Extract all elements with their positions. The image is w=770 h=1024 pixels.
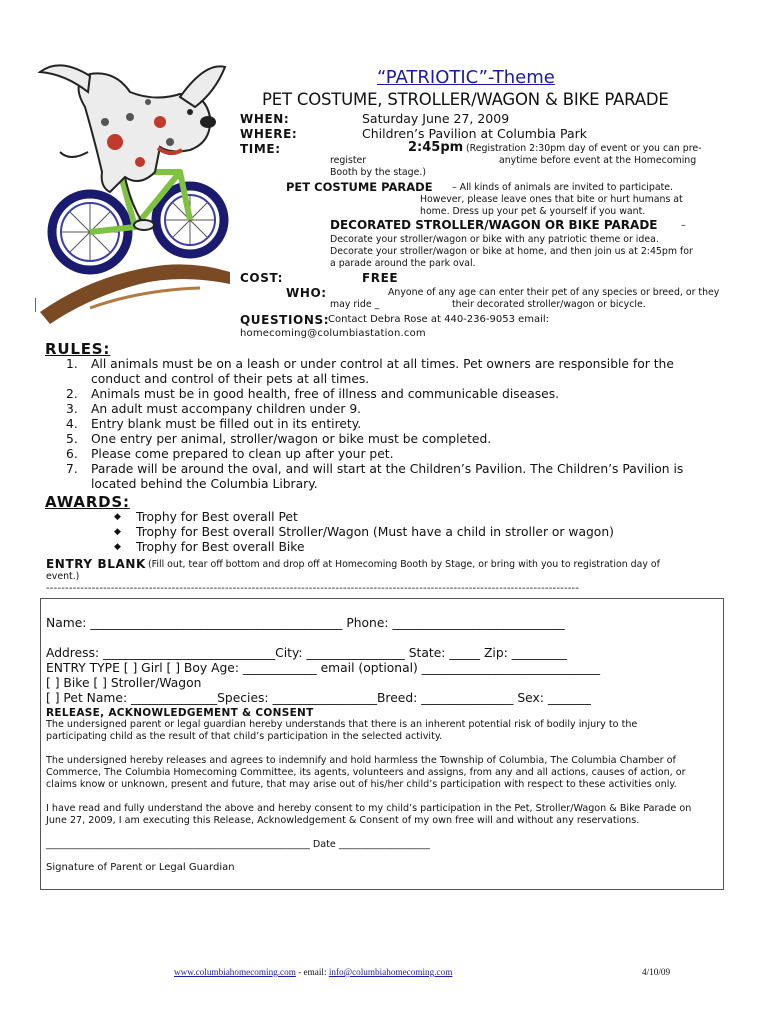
time-value: 2:45pm [408, 140, 464, 155]
page-subtitle: PET COSTUME, STROLLER/WAGON & BIKE PARADE [262, 90, 669, 109]
where-value: Children’s Pavilion at Columbia Park [362, 126, 587, 141]
decorated-line-1: Decorate your stroller/wagon or bike with any patriotic theme or idea. [330, 234, 659, 245]
rule-item: 1. All animals must be on a leash or under control at all times. Pet owners are responsible for the conduct and control of their pets at all times. [66, 357, 674, 386]
decorated-line-3: a parade around the park oval. [330, 258, 476, 269]
name-phone-row[interactable]: Name: _________________________________________ Phone: ____________________________ [46, 616, 565, 630]
decorated-heading: DECORATED STROLLER/WAGON OR BIKE PARADE [330, 218, 658, 232]
release-paragraph-1: The undersigned parent or legal guardian hereby understands that there is an inherent potential risk of bodily injury to the participating child as the result of that child’s participation in the selected activity. [46, 719, 638, 742]
where-label: WHERE: [240, 127, 298, 141]
page-title: “PATRIOTIC”-Theme [377, 67, 555, 88]
tear-line: -------------------------------------------------------------------------------------------------------------------------------------------- [46, 583, 580, 594]
diamond-bullet-icon: ◆ [114, 512, 121, 522]
entry-note-1: (Fill out, tear off bottom and drop off at Homecoming Booth by Stage, or bring with you to registration day of [148, 559, 660, 570]
bike-stroller-row[interactable]: [ ] Bike [ ] Stroller/Wagon [46, 676, 202, 690]
rules-heading: RULES: [45, 340, 111, 358]
decorated-dash: – [681, 220, 686, 231]
time-note-3: Booth by the stage.) [330, 167, 427, 178]
rule-item: 3. An adult must accompany children under 9. [66, 402, 362, 416]
footer-date: 4/10/09 [642, 967, 671, 977]
footer-website-link[interactable]: www.columbiahomecoming.com [174, 967, 296, 977]
rule-item: 4. Entry blank must be filled out in its entirety. [66, 417, 362, 431]
award-item: ◆ Trophy for Best overall Stroller/Wagon (Must have a child in stroller or wagon) [114, 525, 614, 539]
pet-details-row[interactable]: [ ] Pet Name: ______________Species: _________________Breed: _______________ Sex: _______ [46, 691, 591, 705]
who-line-1: Anyone of any age can enter their pet of any species or breed, or they [388, 287, 720, 298]
pet-costume-heading: PET COSTUME PARADE [286, 180, 433, 194]
cost-value: FREE [362, 271, 399, 285]
signature-label: Signature of Parent or Legal Guardian [46, 862, 235, 873]
time-note-1: (Registration 2:30pm day of event or you can pre- [466, 143, 702, 154]
pet-costume-line-1: – All kinds of animals are invited to participate. [452, 182, 674, 193]
questions-email[interactable]: homecoming@columbiastation.com [240, 328, 426, 339]
questions-line-1: Contact Debra Rose at 440-236-9053 email: [328, 314, 550, 325]
pet-costume-line-2: However, please leave ones that bite or hurt humans at [420, 194, 683, 205]
diamond-bullet-icon: ◆ [114, 527, 121, 537]
dog-on-bike-illustration [30, 62, 235, 327]
entry-note-2: event.) [46, 571, 80, 582]
award-item: ◆ Trophy for Best overall Bike [114, 540, 305, 554]
who-label: WHO: [286, 286, 327, 300]
awards-list [114, 510, 734, 555]
cost-label: COST: [240, 271, 283, 285]
who-line-2b: their decorated stroller/wagon or bicycle. [452, 299, 646, 310]
awards-heading: AWARDS: [45, 493, 130, 511]
award-item: ◆ Trophy for Best overall Pet [114, 510, 298, 524]
diamond-bullet-icon: ◆ [114, 542, 121, 552]
divider-tick [35, 298, 36, 312]
questions-label: QUESTIONS: [240, 313, 330, 327]
who-line-2a: may ride _ [330, 299, 380, 310]
time-note-2a: register [330, 155, 367, 166]
rule-item: 6. Please come prepared to clean up after your pet. [66, 447, 394, 461]
rule-item: 7. Parade will be around the oval, and will start at the Children’s Pavilion. The Children’s Pavilion is located behind the Columbia Library. [66, 462, 684, 491]
entry-heading: ENTRY BLANK [46, 557, 146, 571]
footer-contact: www.columbiahomecoming.com - email: info@columbiahomecoming.com [174, 967, 453, 977]
time-label: TIME: [240, 142, 281, 156]
release-paragraph-3: I have read and fully understand the above and hereby consent to my child’s participation in the Pet, Stroller/Wagon & Bike Parade on June 27, 2009, I am executing this Release, Acknowledgement & Consent of my own free will and without any reservations. [46, 803, 692, 826]
rule-item: 2. Animals must be in good health, free of illness and communicable diseases. [66, 387, 560, 401]
release-paragraph-2: The undersigned hereby releases and agrees to indemnify and hold harmless the Township of Columbia, The Columbia Chamber of Commerce, The Columbia Homecoming Committee, its agents, volunteers and assigns, from any and all actions, causes of action, or claims know or unknown, present and future, that may arise out of his/her child’s participation with respect to these activities only. [46, 755, 686, 790]
address-row[interactable]: Address: ____________________________City: ________________ State: _____ Zip: _________ [46, 646, 568, 660]
when-value: Saturday June 27, 2009 [362, 111, 510, 126]
time-note-2b: anytime before event at the Homecoming [499, 155, 697, 166]
pet-costume-line-3: home. Dress up your pet & yourself if you want. [420, 206, 646, 217]
footer-email-link[interactable]: info@columbiahomecoming.com [328, 967, 453, 977]
signature-date-line[interactable]: _______________________________________________________ Date ___________________ [46, 839, 430, 850]
entry-type-row[interactable]: ENTRY TYPE [ ] Girl [ ] Boy Age: ____________ email (optional) _____________________________ [46, 661, 601, 675]
rules-list [66, 357, 746, 492]
decorated-line-2: Decorate your stroller/wagon or bike at home, and then join us at 2:45pm for [330, 246, 693, 257]
when-label: WHEN: [240, 112, 290, 126]
rule-item: 5. One entry per animal, stroller/wagon or bike must be completed. [66, 432, 492, 446]
release-heading: RELEASE, ACKNOWLEDGEMENT & CONSENT [46, 707, 314, 719]
